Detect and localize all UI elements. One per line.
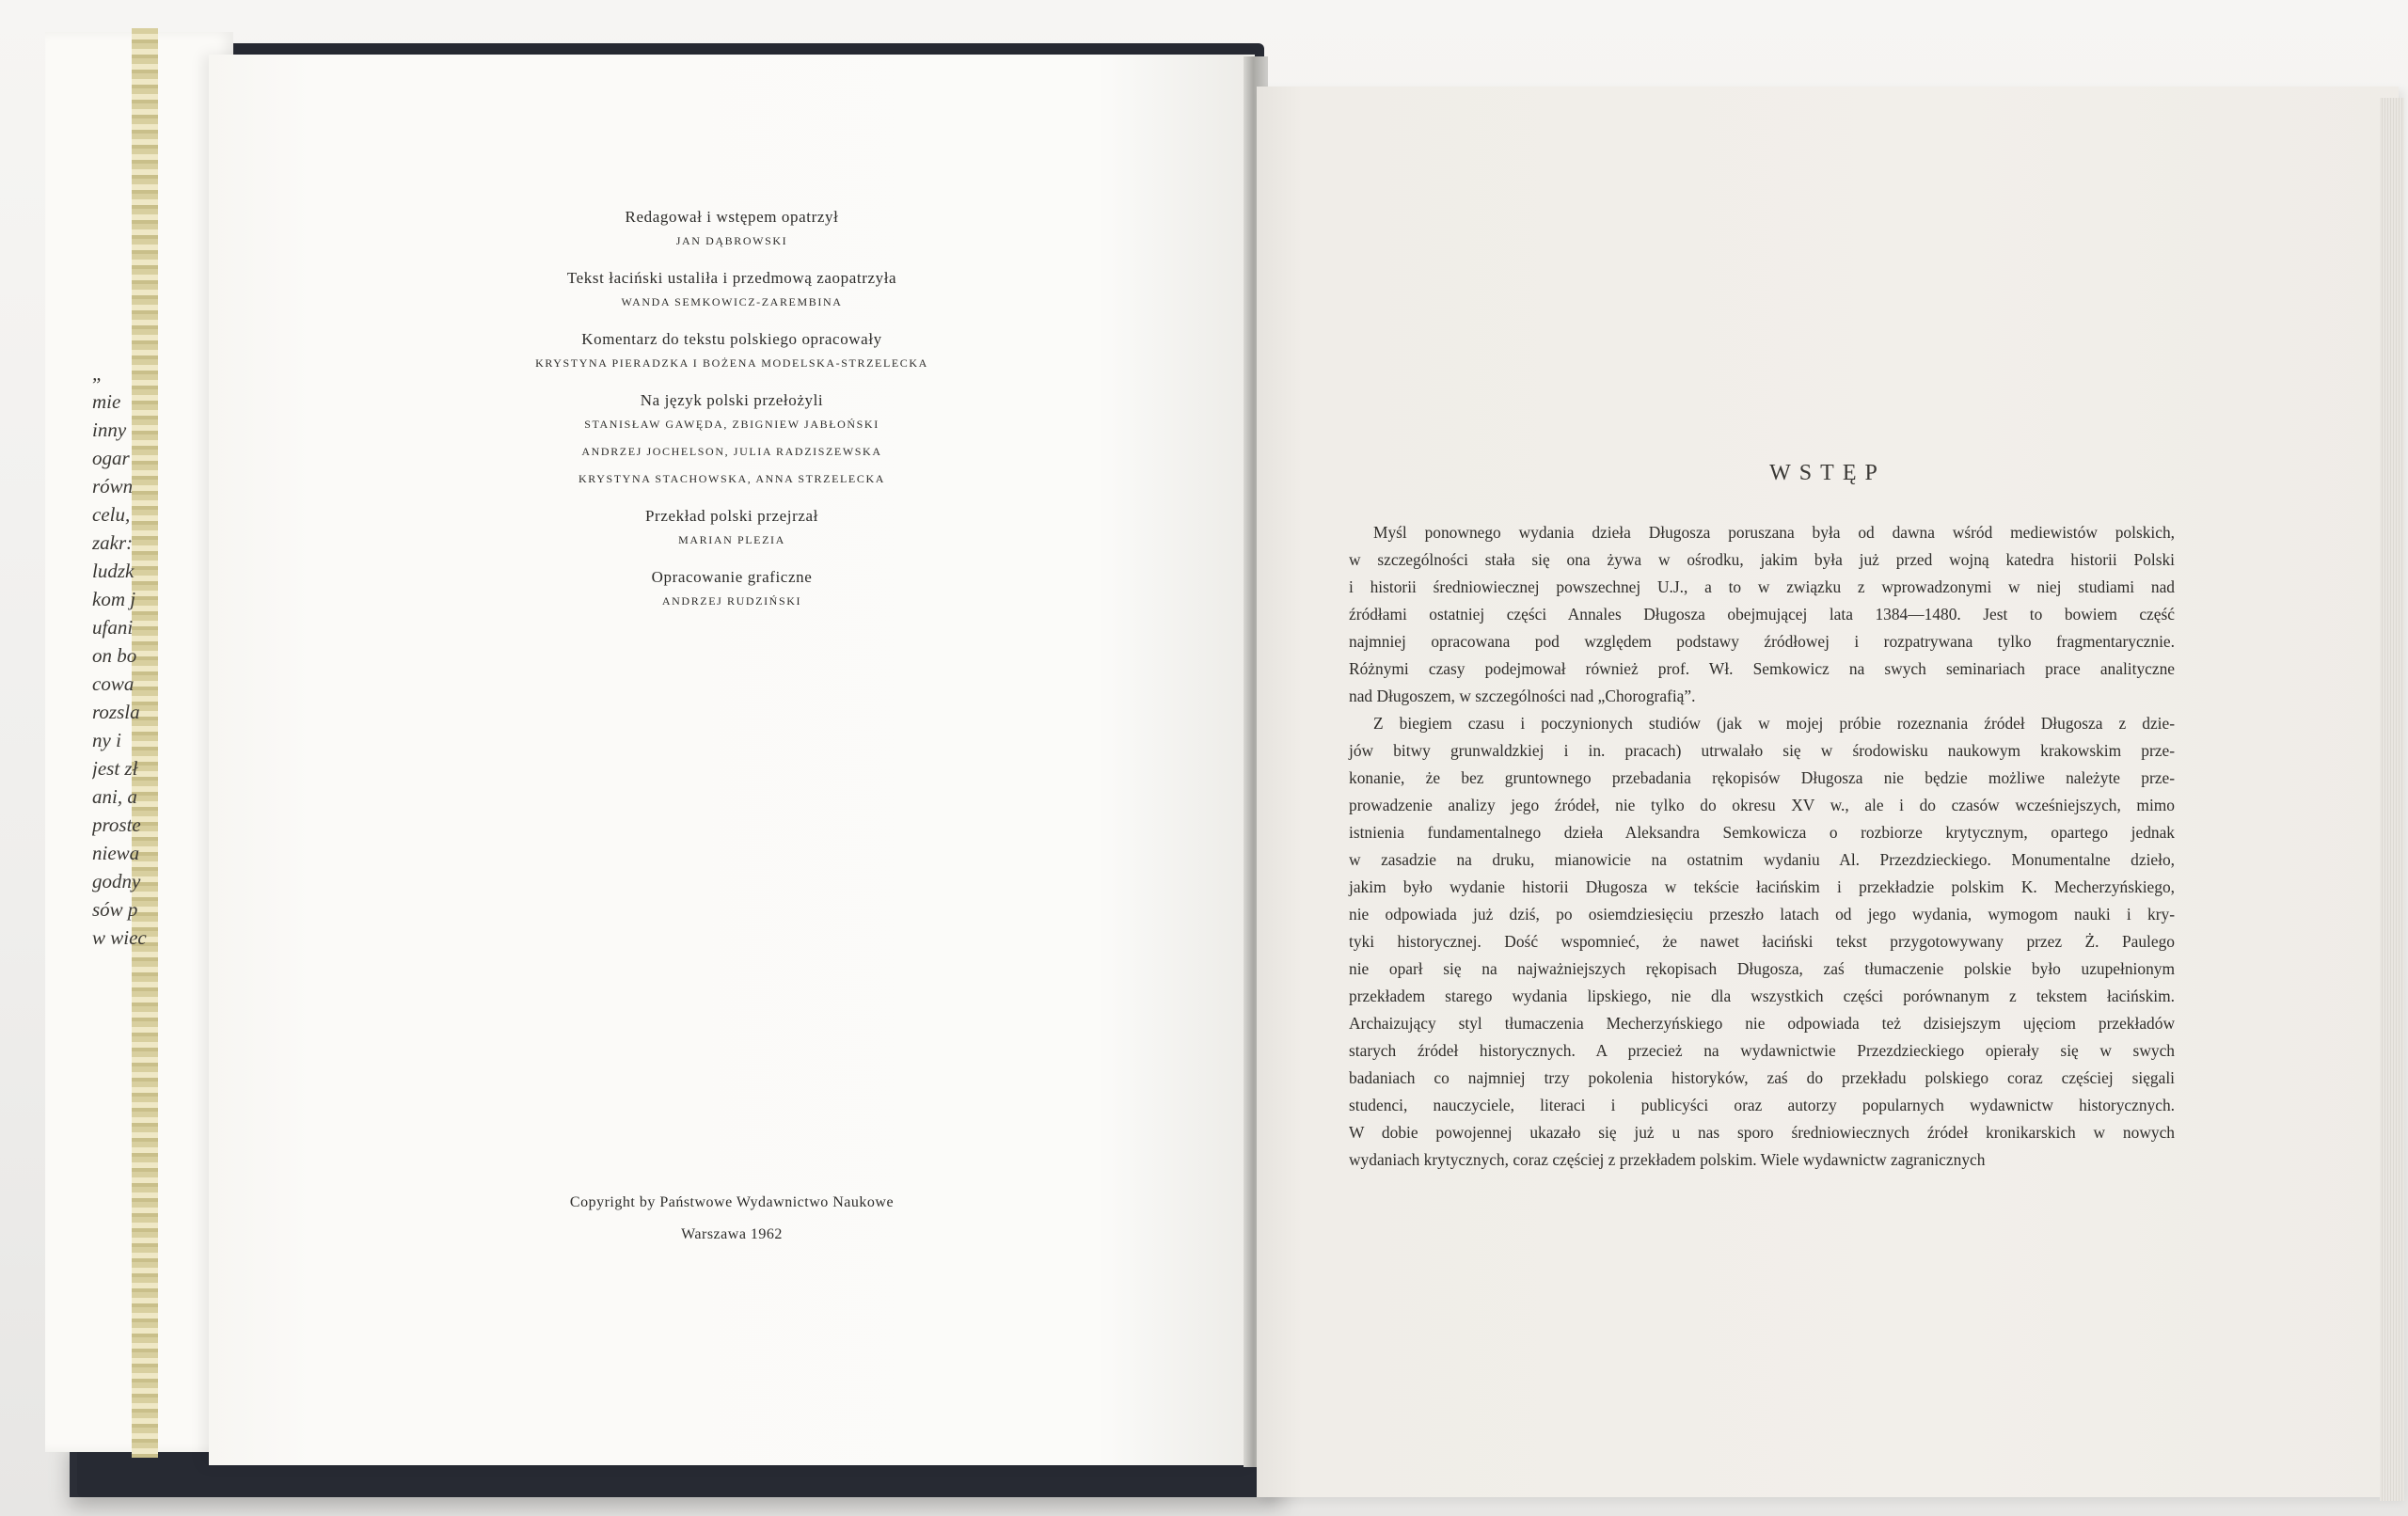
text-line: istnienia fundamentalnego dzieła Aleksandra Semkowicza o rozbiorze krytycznym, opartego jednak xyxy=(1349,823,2175,842)
underlying-text-fragment: ludzk xyxy=(92,560,135,582)
credit-role: Redagował i wstępem opatrzył xyxy=(625,208,839,226)
text-line: wydaniach krytycznych, coraz częściej z przekładem polskim. Wiele wydawnictw zagranicznych xyxy=(1349,1150,1986,1169)
text-line: tyki historycznej. Dość wspomnieć, że nawet łaciński tekst przygotowywany przez Ż. Paulego xyxy=(1349,932,2175,951)
credit-role: Tekst łaciński ustaliła i przedmową zaopatrzyła xyxy=(566,269,897,287)
underlying-page-text xyxy=(92,359,224,952)
underlying-text-fragment: godny xyxy=(92,870,141,892)
text-line: prowadzenie analizy jego źródeł, nie tylko do okresu XV w., ale i do czasów wcześniejszych, mimo xyxy=(1349,796,2175,814)
page-block-edge xyxy=(2380,98,2404,1501)
text-line: W dobie powojennej ukazało się już u nas sporo średniowiecznych źródeł kronikarskich w nowych xyxy=(1349,1123,2175,1142)
text-line: Różnymi czasy podejmował również prof. Wł. Semkowicz na swych seminariach prace analityczne xyxy=(1349,659,2175,678)
underlying-text-fragment: mie xyxy=(92,390,121,413)
introduction-text xyxy=(1349,519,2175,1174)
text-line: najmniej opracowana pod względem podstawy źródłowej i rozpatrywana tylko fragmentarycznie. xyxy=(1349,632,2175,651)
underlying-text-fragment: „ xyxy=(92,362,103,385)
underlying-text-fragment: zakr: xyxy=(92,531,134,554)
text-line: jów bitwy grunwaldzkiej i in. pracach) utrwalało się w środowisku naukowym krakowskim prze- xyxy=(1349,741,2175,760)
underlying-text-fragment: proste xyxy=(92,813,141,836)
credits-block xyxy=(209,194,1255,615)
text-line: w szczególności stała się ona żywa w ośrodku, jakim była już przed wojną katedra historii Polski xyxy=(1349,550,2175,569)
copyright-line: Copyright by Państwowe Wydawnictwo Naukowe xyxy=(569,1194,895,1210)
underlying-text-fragment: równ xyxy=(92,475,134,497)
left-page xyxy=(209,55,1255,1465)
underlying-text-fragment: ogar xyxy=(92,447,130,469)
underlying-text-fragment: celu, xyxy=(92,503,131,526)
text-line: w zasadzie na druku, mianowicie na ostatnim wydaniu Al. Przezdzieckiego. Monumentalne dzieło, xyxy=(1349,850,2175,869)
text-line: studenci, nauczyciele, literaci i publicyści oraz autorzy popularnych wydawnictw historycznych. xyxy=(1349,1096,2175,1114)
underlying-text-fragment: sów p xyxy=(92,898,138,921)
text-line: Z biegiem czasu i poczynionych studiów (jak w mojej próbie rozeznania źródeł Długosza z dzie- xyxy=(1373,714,2175,733)
credit-name: KRYSTYNA PIERADZKA I BOŻENA MODELSKA-STRZELECKA xyxy=(535,356,928,370)
underlying-text-fragment: ufani xyxy=(92,616,134,639)
credit-name: ANDRZEJ JOCHELSON, JULIA RADZISZEWSKA xyxy=(581,445,882,458)
underlying-text-fragment: ani, a xyxy=(92,785,137,808)
credit-role: Przekład polski przejrzał xyxy=(645,507,818,525)
credit-name: JAN DĄBROWSKI xyxy=(675,234,788,247)
underlying-text-fragment: ny i xyxy=(92,729,121,751)
underlying-text-fragment: cowa xyxy=(92,672,135,695)
credit-role: Na język polski przełożyli xyxy=(640,391,824,409)
underlying-text-fragment: niewa xyxy=(92,842,140,864)
text-line: źródłami ostatniej części Annales Długosza obejmującej lata 1384—1480. Jest to bowiem część xyxy=(1349,605,2175,624)
text-line: nie odpowiada już dziś, po osiemdziesięciu przeszło latach od jego wydania, wymogom nauki i kry- xyxy=(1349,905,2175,924)
underlying-text-fragment: kom j xyxy=(92,588,136,610)
credit-name: MARIAN PLEZIA xyxy=(678,533,785,546)
text-line: jakim było wydanie historii Długosza w tekście łacińskim i przekładzie polskim K. Mecherzyńskiego, xyxy=(1349,877,2175,896)
text-line: Archaizujący styl tłumaczenia Mecherzyńskiego nie odpowiada też dzisiejszym ujęciom przekładów xyxy=(1349,1014,2175,1033)
text-line: nie oparł się na najważniejszych rękopisach Długosza, zaś tłumaczenie polskie było uzupełnionym xyxy=(1349,959,2175,978)
place-year: Warszawa 1962 xyxy=(681,1226,783,1242)
chapter-heading: WSTĘP xyxy=(1769,461,1886,485)
credit-name: ANDRZEJ RUDZIŃSKI xyxy=(661,594,802,608)
underlying-text-fragment: on bo xyxy=(92,644,137,667)
credit-name: WANDA SEMKOWICZ-ZAREMBINA xyxy=(621,295,843,308)
underlying-text-fragment: w wiec xyxy=(92,926,147,949)
text-line: i historii średniowiecznej powszechnej U.J., a to w związku z wprowadzonymi w niej studiami nad xyxy=(1349,577,2175,596)
text-line: konanie, że bez gruntownego przebadania rękopisów Długosza nie będzie możliwe należyte prze- xyxy=(1349,768,2175,787)
underlying-text-fragment: rozsla xyxy=(92,701,140,723)
copyright-block xyxy=(209,1187,1255,1251)
text-line: starych źródeł historycznych. A przecież na wydawnictwie Przezdzieckiego opierały się w swych xyxy=(1349,1041,2175,1060)
text-line: Myśl ponownego wydania dzieła Długosza poruszana była od dawna wśród mediewistów polskich, xyxy=(1373,523,2175,542)
underlying-text-fragment: inny xyxy=(92,418,127,441)
credit-name: STANISŁAW GAWĘDA, ZBIGNIEW JABŁOŃSKI xyxy=(584,418,879,431)
underlying-text-fragment: jest zł xyxy=(92,757,138,780)
credit-name: KRYSTYNA STACHOWSKA, ANNA STRZELECKA xyxy=(578,472,885,485)
credit-role: Komentarz do tekstu polskiego opracowały xyxy=(581,330,882,348)
text-line: nad Długoszem, w szczególności nad „Chorografią”. xyxy=(1349,687,1696,705)
credit-role: Opracowanie graficzne xyxy=(651,568,813,586)
text-line: przekładem starego wydania lipskiego, nie dla wszystkich części porównanym z tekstem łacińskim. xyxy=(1349,987,2175,1005)
text-line: badaniach co najmniej trzy pokolenia historyków, zaś do przekładu polskiego coraz częściej sięgali xyxy=(1349,1068,2175,1087)
